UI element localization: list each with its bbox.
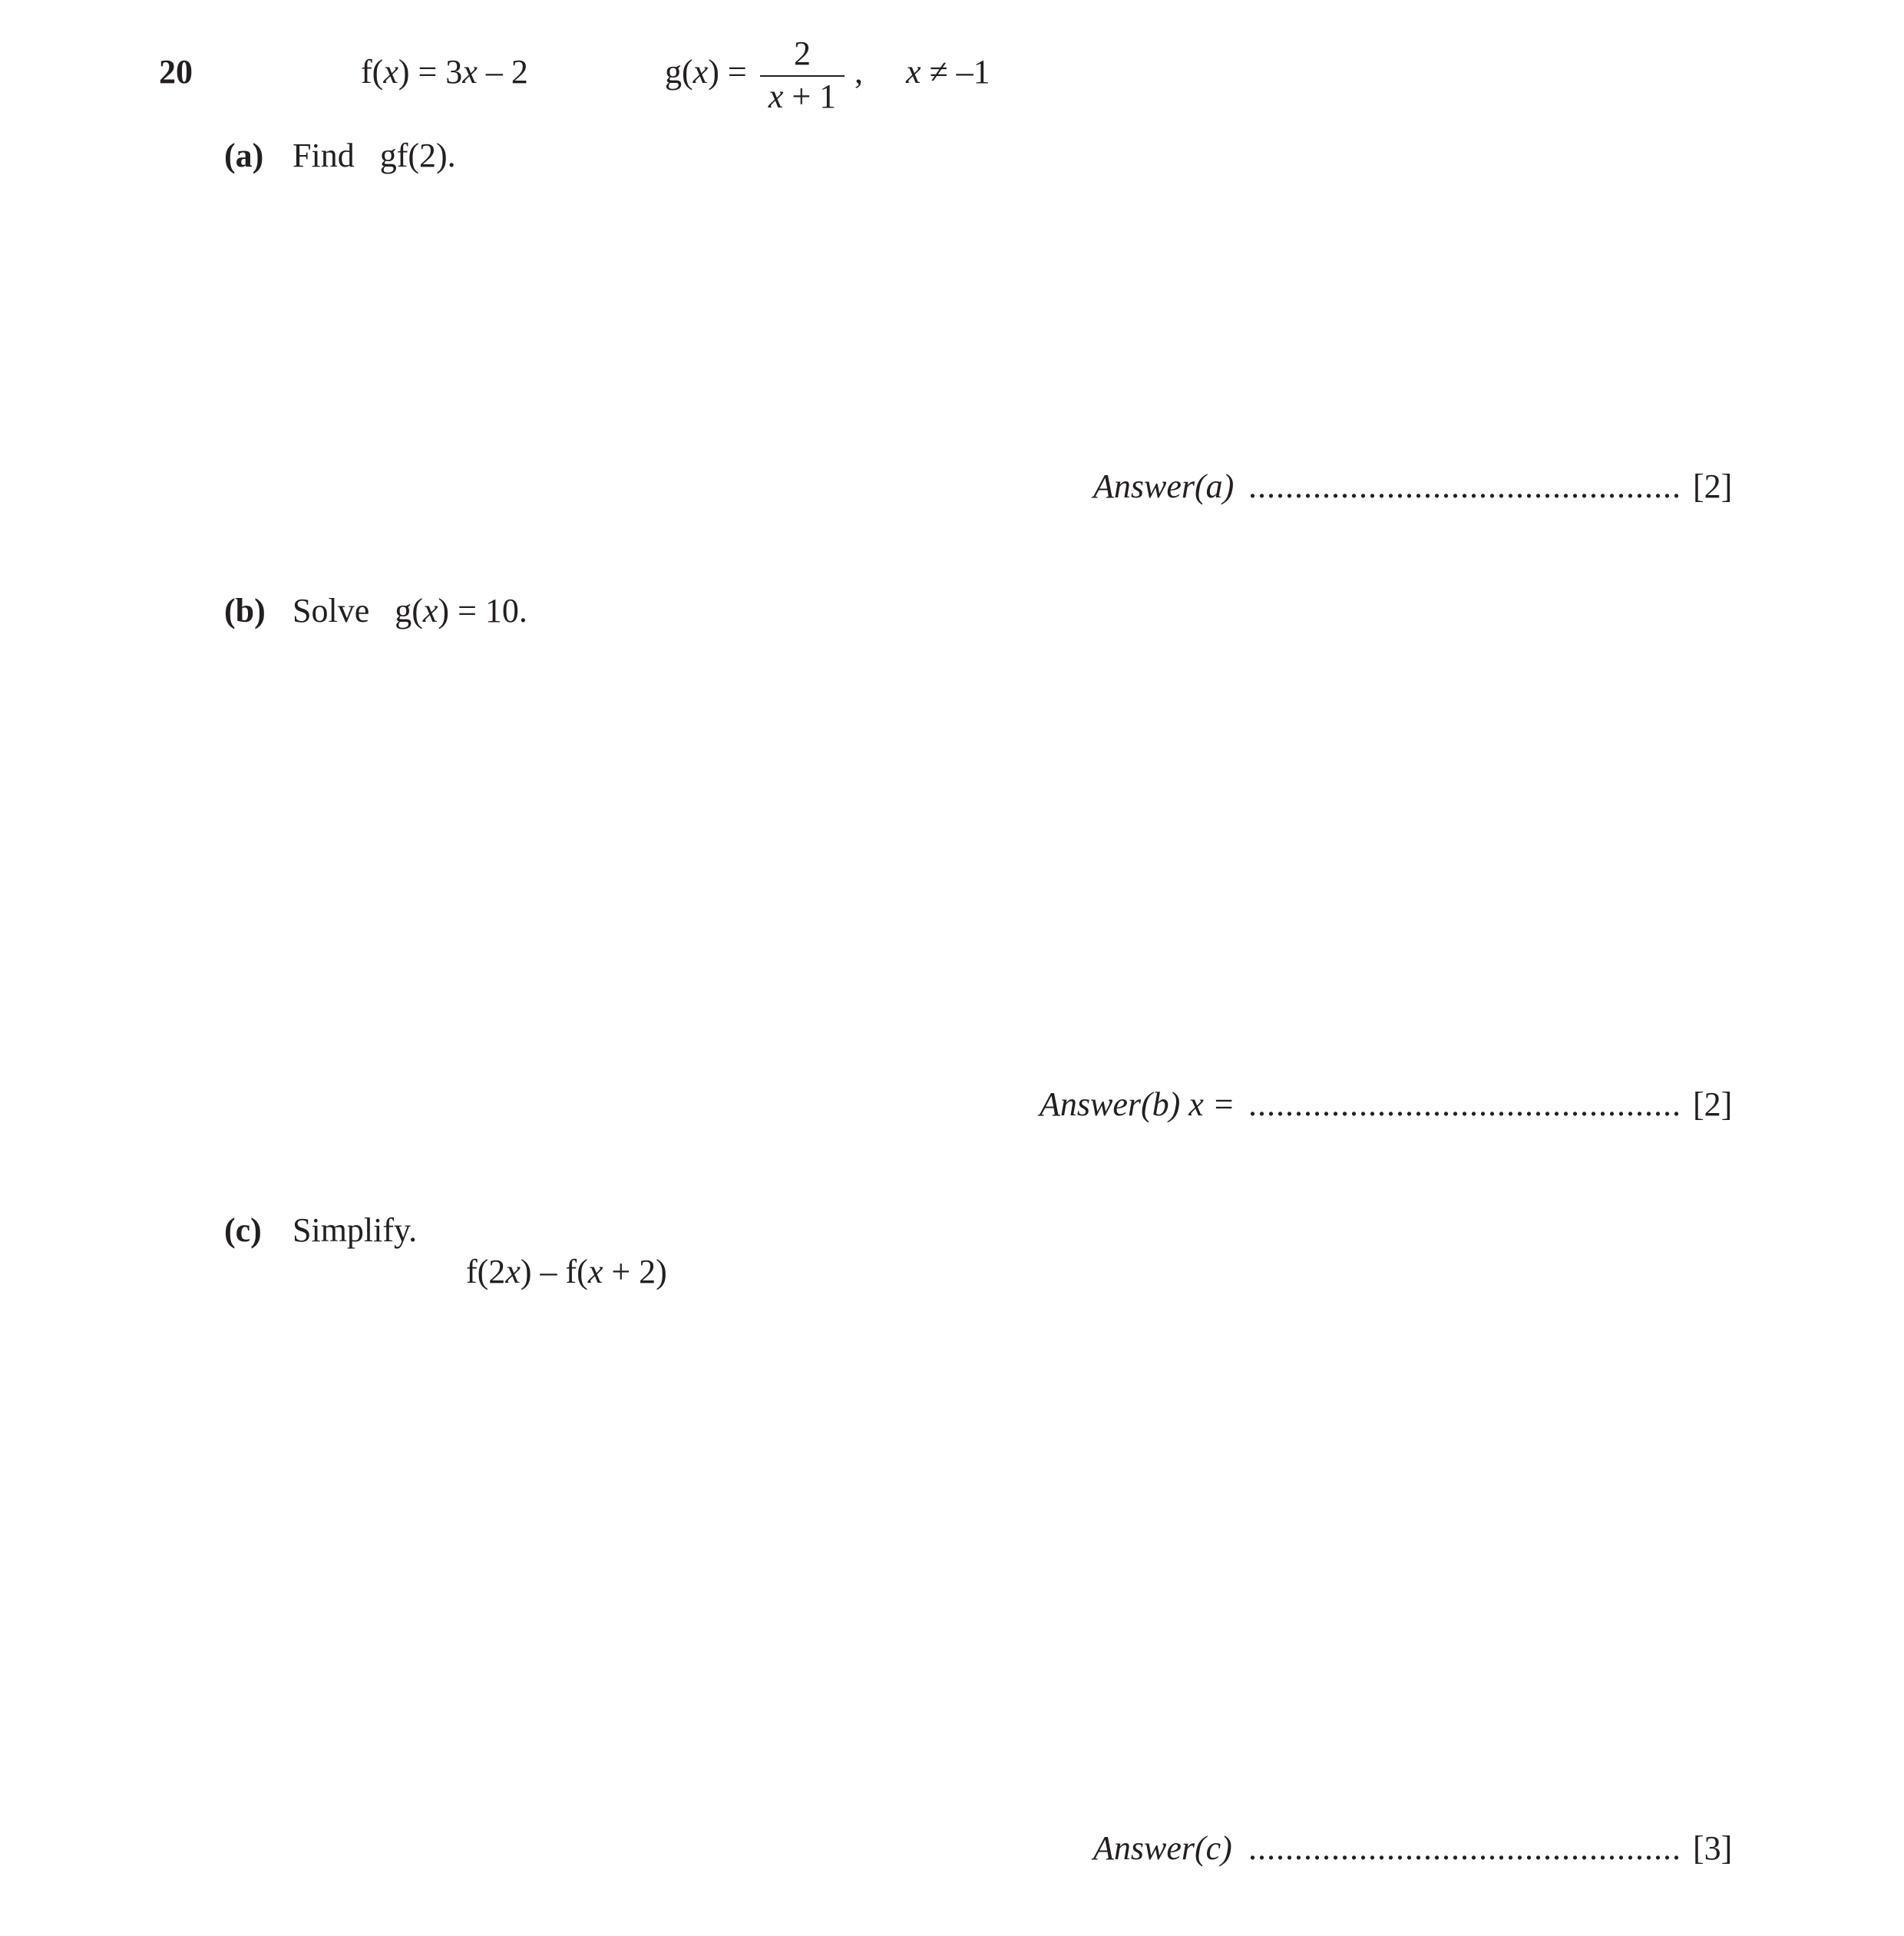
g-numerator: 2 — [794, 35, 811, 72]
g-comma: , — [854, 53, 863, 91]
part-c-expr-p2: ) – f( — [520, 1253, 588, 1290]
answer-a-label — [1093, 467, 1235, 505]
part-b-text-post: ) = 10. — [438, 592, 527, 629]
part-c-expression — [466, 1255, 667, 1289]
answer-a-field[interactable]: ............................................... — [1248, 467, 1681, 505]
answer-c-label — [1093, 1829, 1232, 1867]
part-b-text-pre: Solve g( — [293, 592, 423, 629]
answer-a-label-text: Answer(a) — [1093, 467, 1235, 505]
answer-c-field[interactable]: ............................................... — [1248, 1829, 1681, 1867]
f-def-var: x — [383, 53, 398, 91]
question-number: 20 — [159, 53, 193, 91]
f-def-var2: x — [462, 53, 478, 91]
g-cond-rest: ≠ –1 — [921, 53, 990, 91]
part-c-expr-v2: x — [587, 1253, 603, 1290]
f-def-tail: – 2 — [477, 53, 528, 91]
part-a-text: Find gf(2). — [293, 137, 456, 174]
g-def-fname: g( — [665, 53, 693, 91]
f-definition — [361, 55, 528, 89]
part-c-expr-p1: f(2 — [466, 1253, 506, 1290]
answer-b-marks: [2] — [1693, 1085, 1733, 1123]
answer-b-field[interactable]: ............................................... — [1248, 1085, 1681, 1123]
g-def-rest: ) = — [708, 53, 747, 91]
answer-b-label-text: Answer(b) x = — [1040, 1085, 1235, 1123]
part-b-text-var: x — [422, 592, 438, 629]
g-domain-condition — [906, 55, 990, 89]
answer-b-label — [1040, 1085, 1235, 1123]
g-den-var: x — [768, 78, 784, 115]
g-denominator — [760, 77, 845, 114]
f-def-rest: ) = 3 — [398, 53, 463, 91]
part-b-text — [293, 594, 527, 628]
part-c-text: Simplify. — [293, 1211, 418, 1249]
part-c-expr-v1: x — [505, 1253, 521, 1290]
f-def-fname: f( — [361, 53, 384, 91]
g-fraction — [760, 37, 845, 114]
part-c-expr-p3: + 2) — [603, 1253, 667, 1290]
part-a-label: (a) — [224, 137, 264, 174]
g-den-rest: + 1 — [783, 78, 837, 115]
answer-c-label-text: Answer(c) — [1093, 1829, 1232, 1867]
answer-a-marks: [2] — [1693, 467, 1733, 505]
part-b-label: (b) — [224, 592, 266, 629]
g-cond-var: x — [906, 53, 921, 91]
g-definition-lhs — [665, 55, 747, 89]
answer-c-marks: [3] — [1693, 1829, 1733, 1867]
part-c-label: (c) — [224, 1211, 262, 1249]
g-def-var: x — [693, 53, 709, 91]
